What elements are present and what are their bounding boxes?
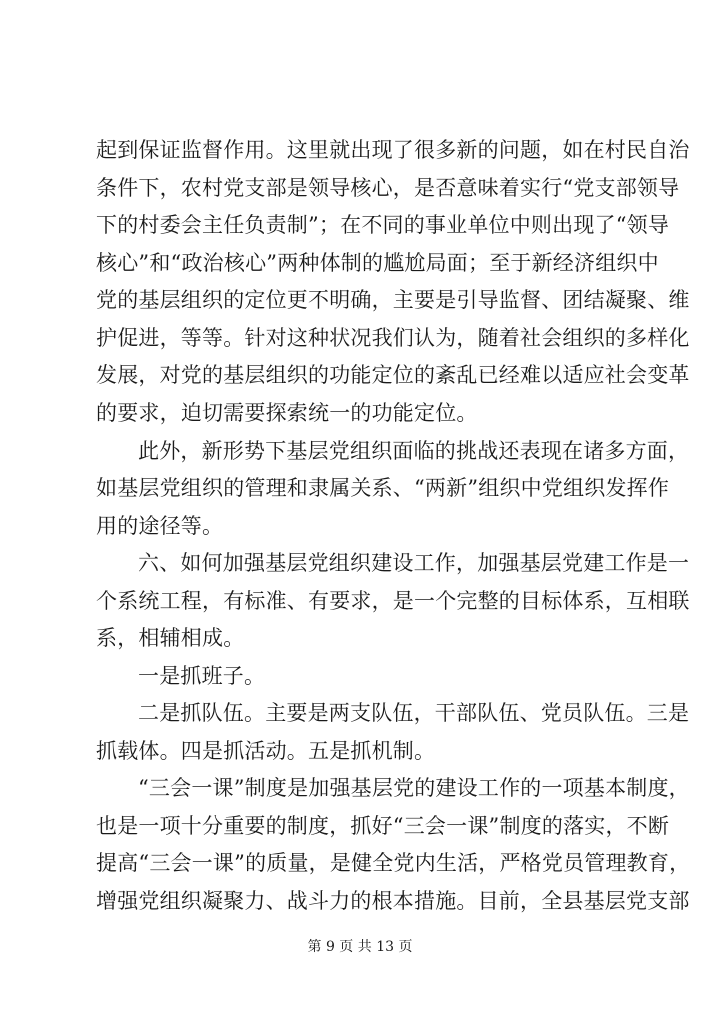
paragraph-start-line: “三会一课”制度是加强基层党的建设工作的一项基本制度， [138, 776, 690, 800]
text-line: 系，相辅相成。 [96, 626, 245, 650]
text-line: 的要求，迫切需要探索统一的功能定位。 [96, 401, 478, 425]
text-line: 条件下，农村党支部是领导核心，是否意味着实行“党支部领导 [96, 176, 680, 200]
text-line: 发展，对党的基层组织的功能定位的紊乱已经难以适应社会变革 [96, 363, 690, 387]
paragraph-start-line: 二是抓队伍。主要是两支队伍，干部队伍、党员队伍。三是 [138, 701, 690, 725]
page-number-footer: 第 9 页 共 13 页 [307, 939, 413, 955]
text-line: 党的基层组织的定位更不明确，主要是引导监督、团结凝聚、维 [96, 288, 690, 312]
paragraph-start-line: 此外，新形势下基层党组织面临的挑战还表现在诸多方面， [138, 439, 690, 463]
text-line: 核心”和“政治核心”两种体制的尴尬局面；至于新经济组织中 [96, 251, 659, 275]
text-line: 起到保证监督作用。这里就出现了很多新的问题，如在村民自治 [96, 138, 690, 162]
text-line: 用的途径等。 [96, 514, 224, 538]
text-line: 也是一项十分重要的制度，抓好“三会一课”制度的落实，不断 [96, 814, 670, 838]
text-line: 下的村委会主任负责制”；在不同的事业单位中则出现了“领导 [96, 213, 670, 237]
text-line: 抓载体。四是抓活动。五是抓机制。 [96, 739, 436, 763]
text-line: 提高“三会一课”的质量，是健全党内生活，严格党员管理教育， [96, 851, 691, 875]
text-line: 如基层党组织的管理和隶属关系、“两新”组织中党组织发挥作 [96, 476, 670, 500]
text-line: 个系统工程，有标准、有要求，是一个完整的目标体系，互相联 [96, 589, 690, 613]
text-line: 护促进，等等。针对这种状况我们认为，随着社会组织的多样化 [96, 326, 690, 350]
paragraph-start-line: 六、如何加强基层党组织建设工作，加强基层党建工作是一 [138, 551, 690, 575]
text-line: 增强党组织凝聚力、战斗力的根本措施。目前，全县基层党支部 [96, 889, 690, 913]
paragraph-start-line: 一是抓班子。 [138, 664, 266, 688]
